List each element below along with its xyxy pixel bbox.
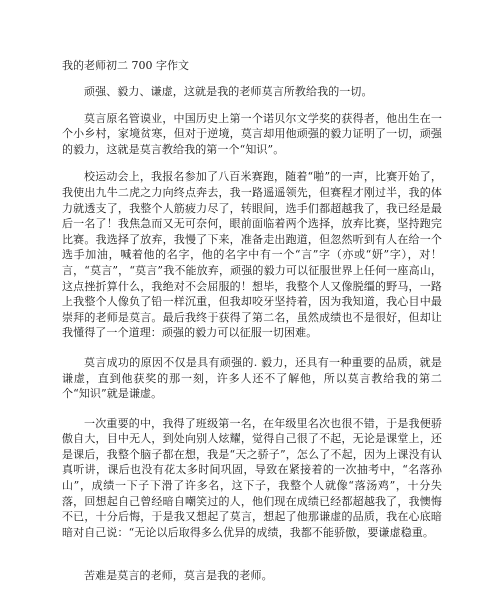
paragraph-moyan-background: 莫言原名管谟业，中国历史上第一个诺贝尔文学奖的获得者，他出生在一个小乡村，家境贫寒，但对于逆境，莫言却用他顽强的毅力证明了一切，顽强的毅力，这就是莫言教给我的第一个“知识”。 [62, 111, 442, 156]
paragraph-exam-story: 一次重要的中，我得了班级第一名，在年级里名次也很不错，于是我便骄傲自大，目中无人，到处向别人炫耀，觉得自己很了不起，无论是课堂上，还是课后，我整个脑子都在想，我是“天之骄子”，怎么了不起，因为上课没有认真听讲，课后也没有花太多时间巩固，导致在紧接着的一次抽考中，“名落孙山”，成绩一下子下滑了许多名，这下子，我整个人就像“落汤鸡”，十分失落，回想起自己曾经暗自嘲笑过的人，他们现在成绩已经都超越我了，我懊悔不已，十分后悔，于是我又想起了莫言，想起了他那谦虚的品质，我在心底暗暗对自己说：“无论以后取得多么优异的成绩，我都不能骄傲，要谦虚稳重。 [62, 416, 442, 539]
paragraph-sports-meet: 校运动会上，我报名参加了八百米赛跑，随着“啪”的一声，比赛开始了，我使出九牛二虎之力向终点奔去，我一路遥遥领先，但赛程才刚过半，我的体力就透支了，我整个人筋疲力尽了，转眼间，选手们都超越我了，我已经是最后一名了！我焦急而又无可奈何，眼前面临着两个选择，放弃比赛，坚持跑完比赛。我选择了放弃，我慢了下来，准备走出跑道，但忽然听到有人在给一个选手加油，喊着他的名字，他的名字中有一个“言”字（亦或“妍”字），对！言，“莫言”，“莫言”我不能放弃，顽强的毅力可以征服世界上任何一座高山，这点挫折算什么，我绝对不会屈服的！想毕，我整个人又像脱缰的野马，一路上我整个人像负了铅一样沉重，但我却咬牙坚持着，因为我知道，我心目中最崇拜的老师是莫言。最后我终于获得了第二名，虽然成绩也不是很好，但却让我懂得了一个道理：顽强的毅力可以征服一切困难。 [62, 170, 442, 340]
document-title: 我的老师初二 700 字作文 [62, 59, 189, 72]
paragraph-modesty: 莫言成功的原因不仅是具有顽强的. 毅力，还具有一种重要的品质，就是谦虚，直到他获奖的那一刻，许多人还不了解他，所以莫言教给我的第二个“知识”就是谦虚。 [62, 355, 442, 401]
paragraph-conclusion: 苦难是莫言的老师，莫言是我的老师。 [84, 569, 273, 583]
document-page [62, 58, 442, 598]
paragraph-intro: 顽强、毅力、谦虚，这就是我的老师莫言所教给我的一切。 [84, 85, 373, 98]
